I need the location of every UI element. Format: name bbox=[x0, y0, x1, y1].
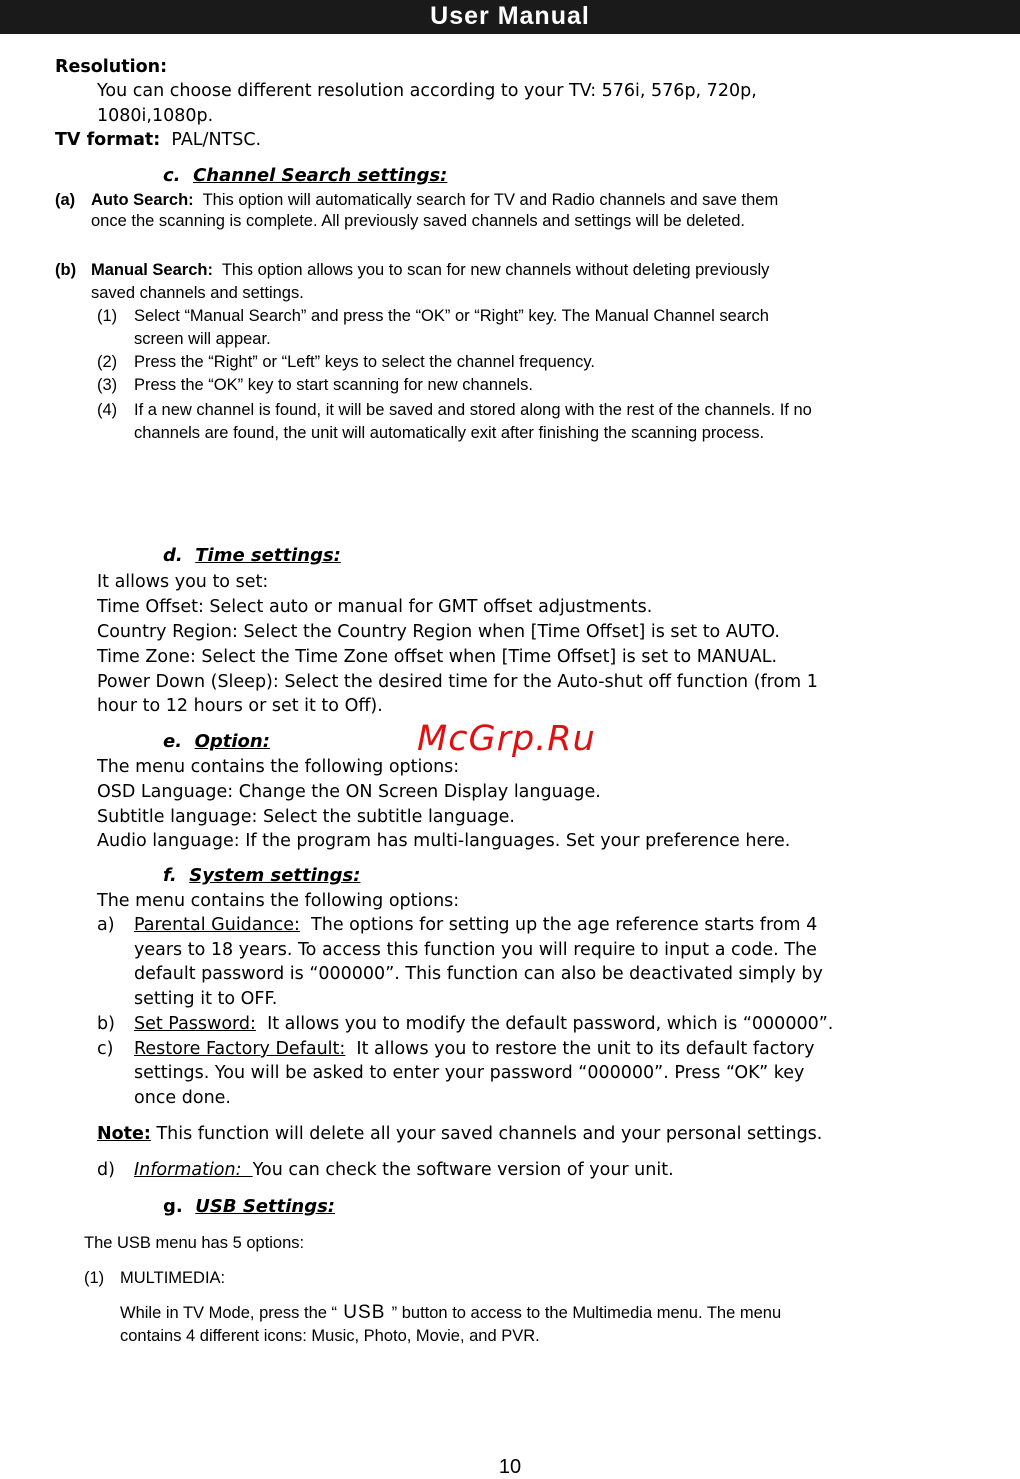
step-text: Press the “Right” or “Left” keys to select the channel frequency. bbox=[134, 353, 595, 371]
auto-search-label: Auto Search: bbox=[91, 191, 194, 209]
restore-label: Restore Factory Default: bbox=[134, 1039, 346, 1059]
restore-line: settings. You will be asked to enter your password “000000”. Press “OK” key bbox=[134, 1063, 805, 1083]
step-text: Press the “OK” key to start scanning for new channels. bbox=[134, 376, 533, 394]
section-heading-f bbox=[163, 865, 360, 886]
item-marker: b) bbox=[97, 1014, 115, 1034]
parental-row bbox=[134, 913, 817, 937]
usb-para-line: contains 4 different icons: Music, Photo, Movie, and PVR. bbox=[120, 1327, 540, 1345]
manual-search-line: saved channels and settings. bbox=[91, 284, 304, 302]
tv-format-label: TV format: bbox=[55, 130, 161, 150]
information-label: Information: bbox=[134, 1160, 253, 1180]
item-marker: c) bbox=[97, 1039, 114, 1059]
restore-line: once done. bbox=[134, 1088, 231, 1108]
resolution-line: 1080i,1080p. bbox=[97, 106, 214, 126]
option-line: OSD Language: Change the ON Screen Display language. bbox=[97, 782, 601, 802]
step-text: Select “Manual Search” and press the “OK” or “Right” key. The Manual Channel search bbox=[134, 307, 769, 325]
auto-search-line: once the scanning is complete. All previously saved channels and settings will be deleted. bbox=[91, 212, 745, 230]
usb-para-line bbox=[120, 1301, 781, 1325]
step-text: screen will appear. bbox=[134, 330, 271, 348]
section-heading-d bbox=[163, 545, 341, 566]
parental-line: setting it to OFF. bbox=[134, 989, 278, 1009]
password-row bbox=[134, 1012, 833, 1036]
note-label: Note: bbox=[97, 1124, 151, 1144]
section-heading-e bbox=[163, 731, 270, 752]
section-letter: f. bbox=[163, 865, 177, 886]
section-title: USB Settings: bbox=[195, 1196, 336, 1217]
section-title: Channel Search settings: bbox=[193, 165, 448, 186]
step-number: (4) bbox=[97, 401, 118, 419]
resolution-line: You can choose different resolution according to your TV: 576i, 576p, 720p, bbox=[97, 81, 757, 101]
tv-format-value: PAL/NTSC. bbox=[171, 130, 262, 150]
time-line: Power Down (Sleep): Select the desired time for the Auto-shut off function (from 1 bbox=[97, 672, 818, 692]
auto-search-row bbox=[55, 189, 75, 212]
section-letter: c. bbox=[163, 165, 181, 186]
time-line: hour to 12 hours or set it to Off). bbox=[97, 696, 383, 716]
manual-search-row bbox=[55, 259, 76, 282]
option-line: Subtitle language: Select the subtitle language. bbox=[97, 807, 515, 827]
parental-line: default password is “000000”. This function can also be deactivated simply by bbox=[134, 964, 823, 984]
item-marker: (b) bbox=[55, 261, 77, 279]
usb-para-text: While in TV Mode, press the “ bbox=[120, 1304, 338, 1322]
time-line: Time Zone: Select the Time Zone offset when [Time Offset] is set to MANUAL. bbox=[97, 647, 778, 667]
manual-search-text bbox=[91, 259, 769, 282]
item-marker: (a) bbox=[55, 191, 76, 209]
step-text: channels are found, the unit will automatically exit after finishing the scanning process. bbox=[134, 424, 765, 442]
item-marker: a) bbox=[97, 915, 115, 935]
system-intro: The menu contains the following options: bbox=[97, 891, 460, 911]
time-line: Time Offset: Select auto or manual for GMT offset adjustments. bbox=[97, 597, 653, 617]
note-text: This function will delete all your saved channels and your personal settings. bbox=[150, 1124, 823, 1144]
parental-label: Parental Guidance: bbox=[134, 915, 300, 935]
password-label: Set Password: bbox=[134, 1014, 256, 1034]
resolution-label: Resolution: bbox=[55, 57, 168, 77]
section-title: System settings: bbox=[189, 865, 361, 886]
section-letter: e. bbox=[163, 731, 183, 752]
time-line: Country Region: Select the Country Region when [Time Offset] is set to AUTO. bbox=[97, 622, 780, 642]
step-number: (3) bbox=[97, 376, 118, 394]
option-line: Audio language: If the program has multi-languages. Set your preference here. bbox=[97, 831, 791, 851]
parental-line: years to 18 years. To access this function you will require to input a code. The bbox=[134, 940, 817, 960]
information-row bbox=[134, 1158, 674, 1182]
step-text: If a new channel is found, it will be saved and stored along with the rest of the channels. If no bbox=[134, 401, 812, 419]
section-title: Time settings: bbox=[195, 545, 341, 566]
item-marker: d) bbox=[97, 1160, 115, 1180]
usb-item-number: (1) bbox=[84, 1269, 105, 1287]
usb-para-text: ” button to access to the Multimedia menu. The menu bbox=[391, 1304, 782, 1322]
auto-search-desc: This option will automatically search for TV and Radio channels and save them bbox=[202, 191, 779, 209]
parental-desc: The options for setting up the age reference starts from 4 bbox=[299, 915, 818, 935]
watermark: McGrp.Ru bbox=[417, 719, 596, 759]
usb-key: USB bbox=[337, 1302, 392, 1323]
time-line: It allows you to set: bbox=[97, 572, 269, 592]
auto-search-text bbox=[91, 189, 778, 212]
section-letter: d. bbox=[163, 545, 183, 566]
tv-format-row bbox=[55, 128, 261, 152]
usb-item-label: MULTIMEDIA: bbox=[120, 1269, 226, 1287]
page-number: 10 bbox=[498, 1456, 522, 1478]
password-desc: It allows you to modify the default password, which is “000000”. bbox=[255, 1014, 834, 1034]
usb-intro: The USB menu has 5 options: bbox=[84, 1234, 305, 1252]
option-line: The menu contains the following options: bbox=[97, 757, 460, 777]
section-letter: g. bbox=[163, 1196, 183, 1217]
note-row bbox=[97, 1122, 822, 1146]
page-title: User Manual bbox=[430, 2, 590, 30]
section-title: Option: bbox=[194, 731, 270, 752]
manual-search-desc: This option allows you to scan for new channels without deleting previously bbox=[221, 261, 770, 279]
step-number: (2) bbox=[97, 353, 118, 371]
section-heading-g bbox=[163, 1196, 335, 1217]
information-text: You can check the software version of your unit. bbox=[252, 1160, 674, 1180]
restore-row bbox=[134, 1037, 814, 1061]
step-number: (1) bbox=[97, 307, 118, 325]
manual-search-label: Manual Search: bbox=[91, 261, 213, 279]
restore-desc: It allows you to restore the unit to its default factory bbox=[345, 1039, 815, 1059]
section-heading-c bbox=[163, 165, 447, 186]
